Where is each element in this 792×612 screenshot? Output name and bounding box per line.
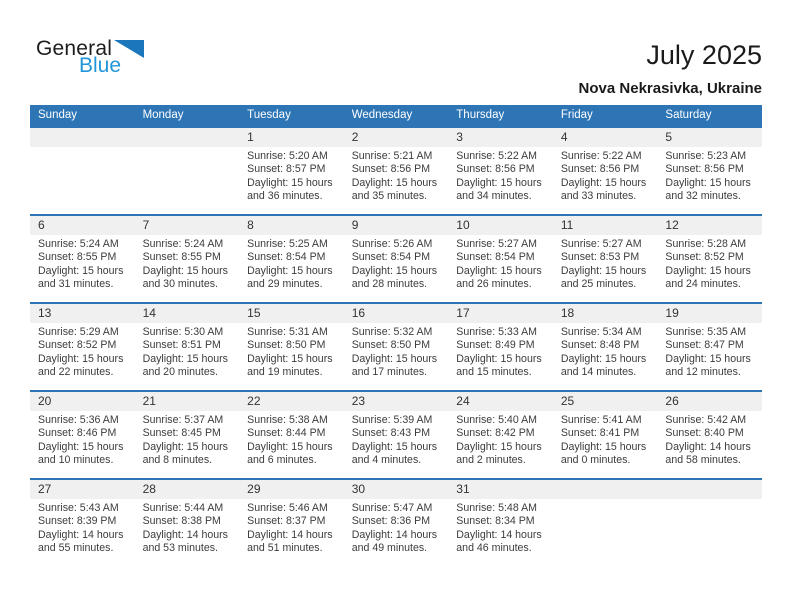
sunset-text: Sunset: 8:56 PM	[351, 163, 431, 176]
day-details	[344, 323, 449, 380]
day-number: 29	[239, 480, 344, 499]
daylight-text: Daylight: 15 hours and 30 minutes.	[142, 264, 228, 291]
weekday-header-wednesday: Wednesday	[351, 109, 413, 121]
day-cell-empty	[553, 480, 658, 564]
day-number: 15	[239, 304, 344, 323]
day-cell-16	[344, 304, 449, 390]
day-number: 26	[657, 392, 762, 411]
location-subtitle: Nova Nekrasivka, Ukraine	[578, 80, 762, 98]
day-details	[553, 147, 658, 204]
daylight-text: Daylight: 15 hours and 4 minutes.	[351, 440, 438, 467]
sunset-text: Sunset: 8:46 PM	[38, 427, 117, 440]
sunset-text: Sunset: 8:51 PM	[142, 339, 221, 352]
page-title: July 2025	[646, 40, 762, 70]
daylight-text: Daylight: 15 hours and 33 minutes.	[560, 176, 647, 203]
daylight-text: Daylight: 14 hours and 53 minutes.	[142, 528, 228, 555]
sunset-text: Sunset: 8:52 PM	[38, 339, 117, 352]
sunset-text: Sunset: 8:44 PM	[247, 427, 326, 440]
calendar-grid	[30, 105, 762, 564]
sunset-text: Sunset: 8:52 PM	[665, 251, 744, 264]
sunrise-text: Sunrise: 5:43 AM	[38, 502, 119, 514]
general-blue-logo	[36, 38, 144, 76]
day-details	[657, 147, 762, 204]
sunrise-text: Sunrise: 5:21 AM	[351, 150, 433, 162]
sunrise-text: Sunrise: 5:24 AM	[38, 238, 119, 250]
day-cell-11	[553, 216, 658, 302]
sunrise-text: Sunrise: 5:31 AM	[247, 326, 328, 338]
day-cell-23	[344, 392, 449, 478]
day-number	[30, 128, 135, 147]
day-details	[657, 235, 762, 292]
day-cell-empty	[30, 128, 135, 214]
sunrise-text: Sunrise: 5:40 AM	[456, 414, 537, 426]
sunset-text: Sunset: 8:45 PM	[142, 427, 221, 440]
day-number: 25	[553, 392, 658, 411]
day-number: 22	[239, 392, 344, 411]
sunrise-text: Sunrise: 5:44 AM	[142, 502, 224, 514]
sunrise-text: Sunrise: 5:24 AM	[142, 238, 224, 250]
day-number: 11	[553, 216, 658, 235]
day-cell-10	[448, 216, 553, 302]
day-details	[239, 235, 344, 292]
daylight-text: Daylight: 14 hours and 49 minutes.	[351, 528, 438, 555]
sunrise-text: Sunrise: 5:42 AM	[665, 414, 747, 426]
sunrise-text: Sunrise: 5:26 AM	[351, 238, 433, 250]
sunrise-text: Sunrise: 5:33 AM	[456, 326, 537, 338]
day-details	[135, 411, 240, 468]
day-cell-25	[553, 392, 658, 478]
logo-text-general: General	[36, 37, 113, 60]
day-details	[239, 411, 344, 468]
sunrise-text: Sunrise: 5:34 AM	[560, 326, 642, 338]
sunrise-text: Sunrise: 5:28 AM	[665, 238, 747, 250]
day-cell-13	[30, 304, 135, 390]
logo-text-blue: Blue	[79, 54, 122, 77]
sunset-text: Sunset: 8:53 PM	[560, 251, 640, 264]
day-number: 1	[239, 128, 344, 147]
sunset-text: Sunset: 8:54 PM	[456, 251, 535, 264]
day-cell-30	[344, 480, 449, 564]
daylight-text: Daylight: 15 hours and 15 minutes.	[456, 352, 542, 379]
daylight-text: Daylight: 15 hours and 0 minutes.	[560, 440, 647, 467]
day-details	[657, 323, 762, 380]
day-number: 16	[344, 304, 449, 323]
day-details	[448, 235, 553, 292]
sunset-text: Sunset: 8:41 PM	[560, 427, 640, 440]
sunrise-text: Sunrise: 5:47 AM	[351, 502, 433, 514]
day-cell-empty	[657, 480, 762, 564]
day-cell-28	[135, 480, 240, 564]
day-number: 2	[344, 128, 449, 147]
sunrise-text: Sunrise: 5:41 AM	[560, 414, 642, 426]
day-details	[553, 235, 658, 292]
day-details	[448, 499, 553, 556]
day-cell-6	[30, 216, 135, 302]
sunset-text: Sunset: 8:49 PM	[456, 339, 535, 352]
sunrise-text: Sunrise: 5:29 AM	[38, 326, 119, 338]
day-cell-26	[657, 392, 762, 478]
daylight-text: Daylight: 15 hours and 2 minutes.	[456, 440, 542, 467]
sunset-text: Sunset: 8:34 PM	[456, 515, 535, 528]
day-number: 6	[30, 216, 135, 235]
day-details	[30, 323, 135, 380]
title-block	[579, 38, 762, 97]
day-number: 19	[657, 304, 762, 323]
daylight-text: Daylight: 15 hours and 35 minutes.	[351, 176, 438, 203]
day-cell-empty	[135, 128, 240, 214]
daylight-text: Daylight: 15 hours and 6 minutes.	[247, 440, 333, 467]
sunrise-text: Sunrise: 5:38 AM	[247, 414, 328, 426]
day-cell-20	[30, 392, 135, 478]
daylight-text: Daylight: 15 hours and 19 minutes.	[247, 352, 333, 379]
daylight-text: Daylight: 15 hours and 20 minutes.	[142, 352, 228, 379]
sunset-text: Sunset: 8:56 PM	[560, 163, 640, 176]
sunset-text: Sunset: 8:39 PM	[38, 515, 117, 528]
day-number: 20	[30, 392, 135, 411]
weekday-header-saturday: Saturday	[665, 109, 712, 121]
sunrise-text: Sunrise: 5:27 AM	[456, 238, 537, 250]
day-details	[553, 323, 658, 380]
daylight-text: Daylight: 15 hours and 22 minutes.	[38, 352, 124, 379]
day-cell-27	[30, 480, 135, 564]
day-cell-18	[553, 304, 658, 390]
day-cell-21	[135, 392, 240, 478]
sunset-text: Sunset: 8:50 PM	[351, 339, 431, 352]
day-details	[135, 323, 240, 380]
daylight-text: Daylight: 15 hours and 28 minutes.	[351, 264, 438, 291]
day-cell-24	[448, 392, 553, 478]
day-cell-12	[657, 216, 762, 302]
sunrise-text: Sunrise: 5:39 AM	[351, 414, 433, 426]
sunrise-text: Sunrise: 5:22 AM	[456, 150, 537, 162]
sunset-text: Sunset: 8:57 PM	[247, 163, 326, 176]
day-details	[448, 323, 553, 380]
day-cell-14	[135, 304, 240, 390]
sunrise-text: Sunrise: 5:27 AM	[560, 238, 642, 250]
daylight-text: Daylight: 15 hours and 10 minutes.	[38, 440, 124, 467]
sunset-text: Sunset: 8:48 PM	[560, 339, 640, 352]
day-details	[657, 411, 762, 468]
day-number: 7	[135, 216, 240, 235]
daylight-text: Daylight: 14 hours and 55 minutes.	[38, 528, 124, 555]
day-number: 9	[344, 216, 449, 235]
day-cell-17	[448, 304, 553, 390]
day-details	[344, 411, 449, 468]
day-number: 14	[135, 304, 240, 323]
daylight-text: Daylight: 15 hours and 12 minutes.	[665, 352, 751, 379]
day-number: 24	[448, 392, 553, 411]
daylight-text: Daylight: 14 hours and 58 minutes.	[665, 440, 751, 467]
day-number: 18	[553, 304, 658, 323]
page-header	[0, 0, 792, 105]
day-cell-8	[239, 216, 344, 302]
daylight-text: Daylight: 15 hours and 29 minutes.	[247, 264, 333, 291]
day-number: 8	[239, 216, 344, 235]
day-details	[239, 499, 344, 556]
sunset-text: Sunset: 8:38 PM	[142, 515, 221, 528]
daylight-text: Daylight: 15 hours and 24 minutes.	[665, 264, 751, 291]
day-details	[344, 147, 449, 204]
sunrise-text: Sunrise: 5:25 AM	[247, 238, 328, 250]
sunset-text: Sunset: 8:43 PM	[351, 427, 431, 440]
day-number: 5	[657, 128, 762, 147]
daylight-text: Daylight: 15 hours and 14 minutes.	[560, 352, 647, 379]
sunrise-text: Sunrise: 5:36 AM	[38, 414, 119, 426]
sunrise-text: Sunrise: 5:30 AM	[142, 326, 224, 338]
day-number: 21	[135, 392, 240, 411]
weekday-header-tuesday: Tuesday	[247, 109, 291, 121]
week-row	[30, 302, 762, 390]
weekday-header-monday: Monday	[142, 109, 184, 121]
daylight-text: Daylight: 14 hours and 51 minutes.	[247, 528, 333, 555]
sunset-text: Sunset: 8:56 PM	[665, 163, 744, 176]
sunset-text: Sunset: 8:37 PM	[247, 515, 326, 528]
day-cell-19	[657, 304, 762, 390]
daylight-text: Daylight: 15 hours and 31 minutes.	[38, 264, 124, 291]
day-cell-31	[448, 480, 553, 564]
sunrise-text: Sunrise: 5:23 AM	[665, 150, 747, 162]
daylight-text: Daylight: 15 hours and 34 minutes.	[456, 176, 542, 203]
daylight-text: Daylight: 15 hours and 8 minutes.	[142, 440, 228, 467]
sunset-text: Sunset: 8:40 PM	[665, 427, 744, 440]
weekday-header-friday: Friday	[560, 109, 593, 121]
day-details	[344, 235, 449, 292]
day-cell-4	[553, 128, 658, 214]
daylight-text: Daylight: 15 hours and 17 minutes.	[351, 352, 438, 379]
weekday-header-sunday: Sunday	[38, 109, 78, 121]
sunrise-text: Sunrise: 5:46 AM	[247, 502, 328, 514]
day-details	[344, 499, 449, 556]
day-cell-1	[239, 128, 344, 214]
week-row	[30, 478, 762, 564]
day-number: 3	[448, 128, 553, 147]
day-details	[135, 235, 240, 292]
day-cell-9	[344, 216, 449, 302]
day-cell-7	[135, 216, 240, 302]
daylight-text: Daylight: 15 hours and 25 minutes.	[560, 264, 647, 291]
day-number: 10	[448, 216, 553, 235]
day-number: 28	[135, 480, 240, 499]
day-number: 12	[657, 216, 762, 235]
week-row	[30, 214, 762, 302]
daylight-text: Daylight: 15 hours and 32 minutes.	[665, 176, 751, 203]
sunrise-text: Sunrise: 5:32 AM	[351, 326, 433, 338]
sunset-text: Sunset: 8:54 PM	[351, 251, 431, 264]
day-details	[30, 235, 135, 292]
day-details	[239, 147, 344, 204]
day-cell-15	[239, 304, 344, 390]
day-number	[553, 480, 658, 499]
weekday-header-thursday: Thursday	[456, 109, 505, 121]
weeks-container	[30, 126, 762, 564]
sunset-text: Sunset: 8:36 PM	[351, 515, 431, 528]
day-cell-29	[239, 480, 344, 564]
week-row	[30, 126, 762, 214]
day-cell-3	[448, 128, 553, 214]
sunrise-text: Sunrise: 5:20 AM	[247, 150, 328, 162]
day-details	[448, 411, 553, 468]
week-row	[30, 390, 762, 478]
day-details	[30, 411, 135, 468]
sunset-text: Sunset: 8:50 PM	[247, 339, 326, 352]
sunrise-text: Sunrise: 5:48 AM	[456, 502, 537, 514]
sunset-text: Sunset: 8:56 PM	[456, 163, 535, 176]
day-cell-2	[344, 128, 449, 214]
sunrise-text: Sunrise: 5:37 AM	[142, 414, 224, 426]
sunset-text: Sunset: 8:47 PM	[665, 339, 744, 352]
sunrise-text: Sunrise: 5:35 AM	[665, 326, 747, 338]
daylight-text: Daylight: 15 hours and 26 minutes.	[456, 264, 542, 291]
day-details	[448, 147, 553, 204]
sunset-text: Sunset: 8:54 PM	[247, 251, 326, 264]
day-cell-22	[239, 392, 344, 478]
day-details	[30, 499, 135, 556]
day-number	[135, 128, 240, 147]
day-details	[239, 323, 344, 380]
day-number: 31	[448, 480, 553, 499]
day-number: 17	[448, 304, 553, 323]
sunset-text: Sunset: 8:55 PM	[142, 251, 221, 264]
weekday-header-row	[30, 105, 762, 126]
sunset-text: Sunset: 8:42 PM	[456, 427, 535, 440]
sunset-text: Sunset: 8:55 PM	[38, 251, 117, 264]
day-number: 30	[344, 480, 449, 499]
day-number: 23	[344, 392, 449, 411]
day-number: 4	[553, 128, 658, 147]
day-details	[135, 499, 240, 556]
day-cell-5	[657, 128, 762, 214]
day-details	[553, 411, 658, 468]
day-number: 27	[30, 480, 135, 499]
day-number	[657, 480, 762, 499]
day-number: 13	[30, 304, 135, 323]
daylight-text: Daylight: 15 hours and 36 minutes.	[247, 176, 333, 203]
sunrise-text: Sunrise: 5:22 AM	[560, 150, 642, 162]
daylight-text: Daylight: 14 hours and 46 minutes.	[456, 528, 542, 555]
